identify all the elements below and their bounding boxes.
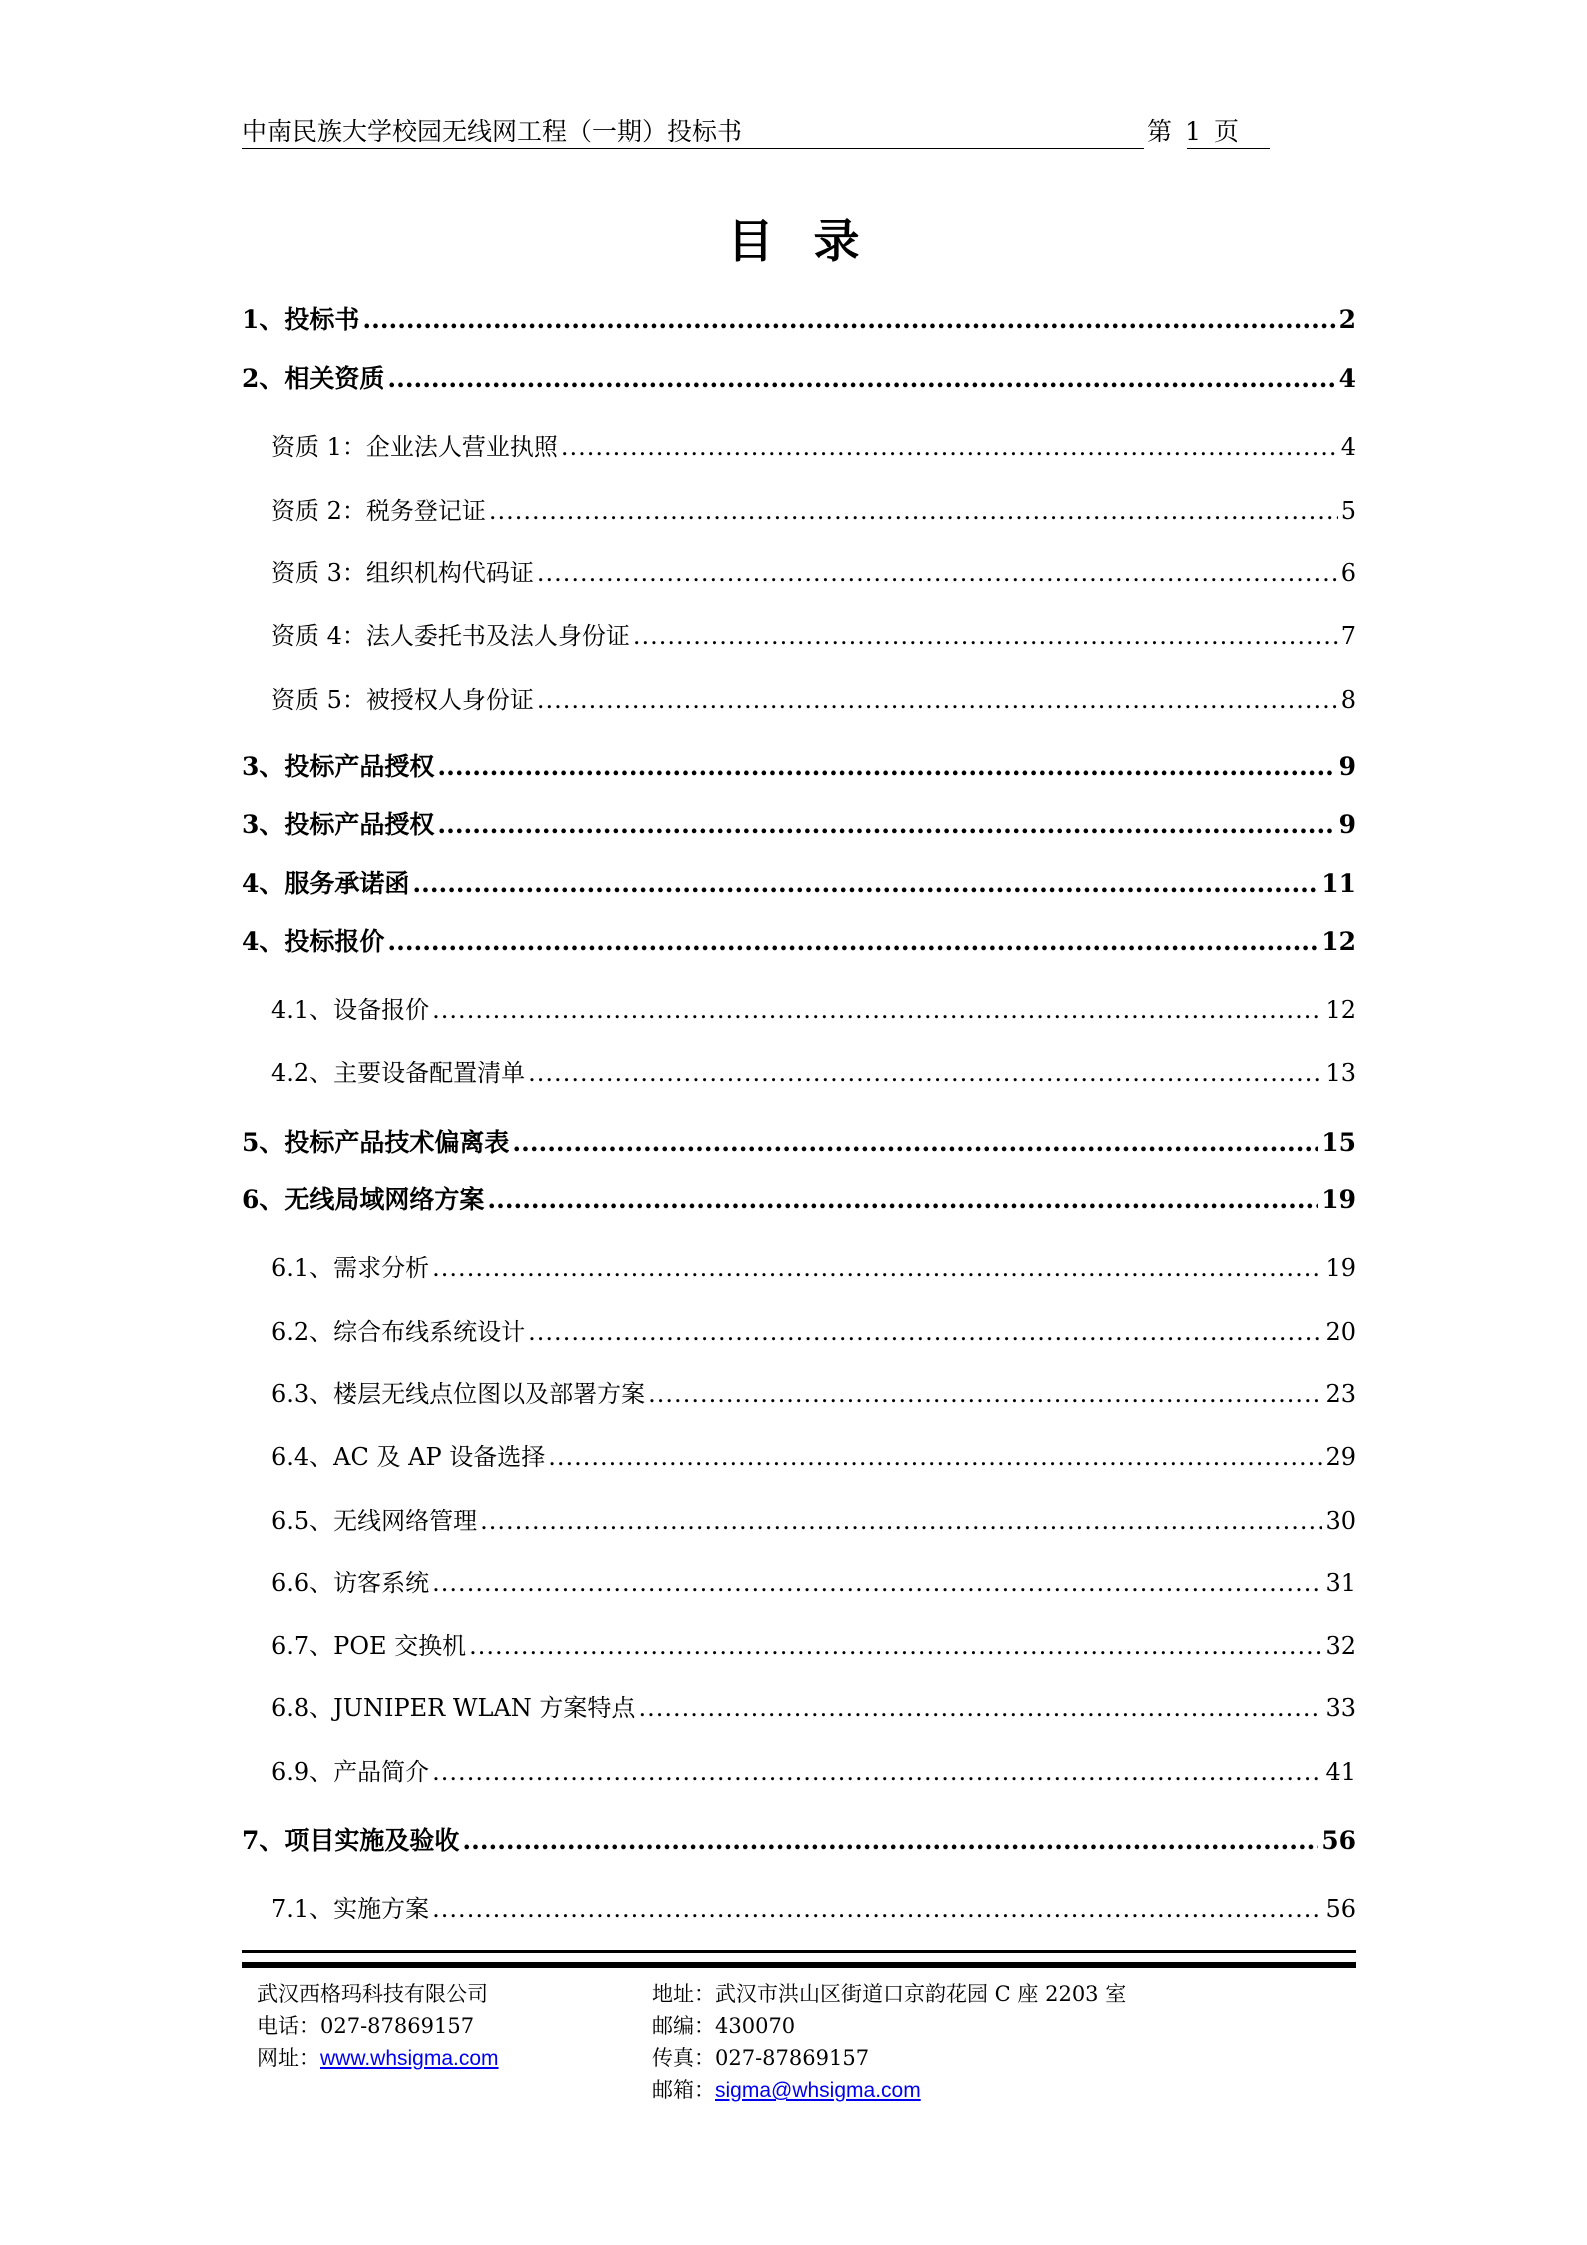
toc-entry[interactable] [271,616,1356,651]
footer-email [652,2074,921,2104]
page-number [1147,112,1239,148]
fax-value: 027-87869157 [715,2046,870,2070]
toc-entry[interactable] [242,1821,1356,1857]
dot-leader [487,1185,1318,1214]
toc-entry-page: 9 [1338,810,1356,839]
dot-leader [537,686,1338,714]
toc-entry-page: 6 [1340,559,1356,587]
toc-entry[interactable] [242,864,1356,900]
toc-entry-label: 4、投标报价 [242,927,385,956]
toc-entry-label: 资质 2：税务登记证 [271,497,486,525]
toc-entry-page: 11 [1321,869,1356,898]
toc-entry[interactable] [242,300,1356,336]
toc-entry-page: 33 [1325,1694,1356,1722]
page-number-value: 1 [1185,117,1201,146]
toc-entry-label: 3、投标产品授权 [242,752,435,781]
dot-leader [489,497,1338,525]
toc-entry-page: 8 [1340,686,1356,714]
page-prefix: 第 [1147,117,1173,146]
footer-zip [652,2010,795,2040]
toc-entry-page: 30 [1325,1507,1356,1535]
toc-entry[interactable] [271,1563,1356,1598]
toc-entry[interactable] [242,805,1356,841]
footer-company: 武汉西格玛科技有限公司 [257,1982,488,2006]
toc-entry[interactable] [242,359,1356,395]
footer-address [652,1978,1126,2008]
address-label: 地址： [652,1982,715,2006]
toc-entry-label: 资质 1：企业法人营业执照 [271,433,558,461]
toc-entry-label: 6.1、需求分析 [271,1254,430,1282]
toc-entry-label: 6.3、楼层无线点位图以及部署方案 [271,1380,646,1408]
toc-entry-label: 6.2、综合布线系统设计 [271,1318,526,1346]
toc-entry-label: 4.1、设备报价 [271,996,430,1024]
zip-value: 430070 [715,2014,796,2038]
toc-entry[interactable] [271,1501,1356,1536]
toc-entry[interactable] [271,1374,1356,1409]
dot-leader [512,1128,1318,1157]
toc-entry-page: 29 [1325,1443,1356,1471]
dot-leader [432,996,1322,1024]
toc-entry-label: 7、项目实施及验收 [242,1826,460,1855]
toc-entry[interactable] [271,427,1356,462]
dot-leader [561,433,1338,461]
toc-entry[interactable] [271,1688,1356,1723]
toc-entry-page: 9 [1338,752,1356,781]
phone-label: 电话： [257,2014,320,2038]
toc-entry-page: 31 [1325,1569,1356,1597]
dot-leader [432,1254,1322,1282]
toc-entry-label: 6.7、POE 交换机 [271,1632,467,1660]
toc-entry-label: 2、相关资质 [242,364,385,393]
address-value: 武汉市洪山区街道口京韵花园 C 座 2203 室 [715,1982,1127,2006]
dot-leader [548,1443,1322,1471]
toc-entry-label: 6.8、JUNIPER WLAN 方案特点 [271,1694,636,1722]
toc-entry-page: 23 [1325,1380,1356,1408]
dot-leader [437,810,1335,839]
toc-entry[interactable] [271,1437,1356,1472]
toc-entry-label: 1、投标书 [242,305,360,334]
dot-leader [528,1059,1322,1087]
footer-phone [257,2010,474,2040]
dot-leader [638,1694,1322,1722]
toc-entry-page: 13 [1325,1059,1356,1087]
toc-entry-label: 资质 4：法人委托书及法人身份证 [271,622,630,650]
toc-entry-label: 资质 3：组织机构代码证 [271,559,534,587]
email-link[interactable]: sigma@whsigma.com [715,2079,921,2102]
toc-entry[interactable] [271,1889,1356,1924]
toc-entry[interactable] [242,747,1356,783]
fax-label: 传真： [652,2046,715,2070]
toc-entry-label: 6.9、产品简介 [271,1758,430,1786]
toc-entry-label: 6.5、无线网络管理 [271,1507,478,1535]
dot-leader [412,869,1318,898]
toc-entry-label: 资质 5：被授权人身份证 [271,686,534,714]
toc-entry-page: 7 [1340,622,1356,650]
dot-leader [528,1318,1322,1346]
page-number-underline [1187,148,1270,149]
dot-leader [437,752,1335,781]
toc-entry-label: 4、服务承诺函 [242,869,410,898]
toc-entry-label: 6.4、AC 及 AP 设备选择 [271,1443,546,1471]
dot-leader [432,1895,1322,1923]
toc-entry[interactable] [271,491,1356,526]
toc-entry[interactable] [242,922,1356,958]
toc-entry-label: 6.6、访客系统 [271,1569,430,1597]
footer-rule-thin [242,1950,1356,1953]
toc-entry-page: 2 [1338,305,1356,334]
document-title: 中南民族大学校园无线网工程（一期）投标书 [242,117,743,146]
toc-entry[interactable] [271,1053,1356,1088]
phone-value: 027-87869157 [320,2014,475,2038]
toc-title: 目录 [727,214,900,268]
toc-entry[interactable] [242,1123,1356,1159]
toc-entry-page: 12 [1325,996,1356,1024]
toc-entry-page: 56 [1321,1826,1356,1855]
toc-entry-label: 7.1、实施方案 [271,1895,430,1923]
toc-entry-label: 5、投标产品技术偏离表 [242,1128,510,1157]
dot-leader [633,622,1338,650]
toc-entry[interactable] [271,1248,1356,1283]
dot-leader [432,1569,1322,1597]
website-link[interactable]: www.whsigma.com [320,2047,499,2070]
toc-entry[interactable] [271,680,1356,715]
page-header [242,112,1270,148]
dot-leader [362,305,1335,334]
toc-entry-page: 19 [1321,1185,1356,1214]
toc-entry[interactable] [271,1752,1356,1787]
web-label: 网址： [257,2046,320,2070]
toc-entry-page: 4 [1338,364,1356,393]
toc-entry-label: 6、无线局域网络方案 [242,1185,485,1214]
dot-leader [648,1380,1322,1408]
toc-entry-page: 4 [1340,433,1356,461]
toc-entry-page: 41 [1325,1758,1356,1786]
toc-entry-page: 19 [1325,1254,1356,1282]
dot-leader [537,559,1338,587]
toc-entry[interactable] [271,1312,1356,1347]
dot-leader [387,927,1318,956]
footer-rule-thick [242,1962,1356,1968]
toc-entry-page: 20 [1325,1318,1356,1346]
toc-entry[interactable] [271,553,1356,588]
toc-entry-page: 5 [1340,497,1356,525]
toc-entry-label: 4.2、主要设备配置清单 [271,1059,526,1087]
dot-leader [469,1632,1322,1660]
dot-leader [480,1507,1322,1535]
toc-entry[interactable] [242,1180,1356,1216]
toc-entry-page: 12 [1321,927,1356,956]
toc-entry-page: 32 [1325,1632,1356,1660]
footer-web [257,2042,499,2072]
toc-entry[interactable] [271,1626,1356,1661]
dot-leader [432,1758,1322,1786]
toc-entry-page: 56 [1325,1895,1356,1923]
dot-leader [387,364,1335,393]
email-label: 邮箱： [652,2078,715,2102]
dot-leader [462,1826,1318,1855]
zip-label: 邮编： [652,2014,715,2038]
toc-entry-label: 3、投标产品授权 [242,810,435,839]
header-underline [242,148,1144,149]
footer-fax [652,2042,869,2072]
toc-entry[interactable] [271,990,1356,1025]
page-suffix: 页 [1214,117,1240,146]
toc-entry-page: 15 [1321,1128,1356,1157]
